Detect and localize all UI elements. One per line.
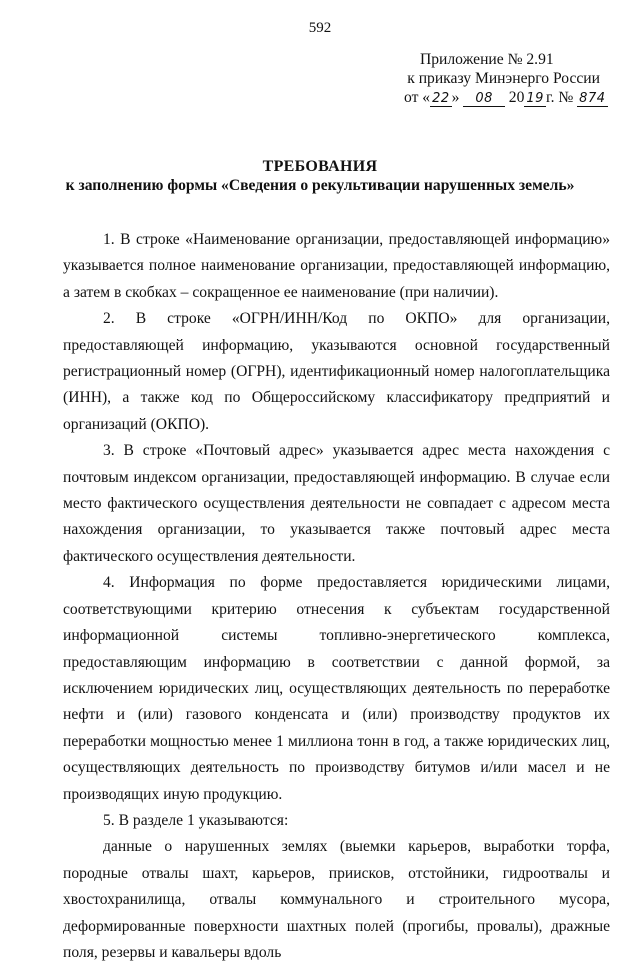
paragraph-4: 4. Информация по форме предоставляется юридическими лицами, соответствующими критерию отнесения к субъектам государственной информационной системы топливно-энергетического комплекса, предоставляющим информацию в соответствии с данной формой, за исключением юридических лиц, осуществляющих деятельность по переработке нефти и (или) газового конденсата и (или) производству продуктов их переработки мощностью менее 1 миллиона тонн в год, а также юридических лиц, осуществляющих деятельность по производству битумов и/или масел и не производящих иную продукцию. xyxy=(63,574,610,803)
handwritten-order-number: 874 xyxy=(579,91,606,106)
date-separator: » xyxy=(451,89,464,106)
document-title: ТРЕБОВАНИЯ xyxy=(262,158,378,175)
document-subtitle: к заполнению формы «Сведения о рекультивации нарушенных земель» xyxy=(65,177,575,194)
handwritten-day: 22 xyxy=(432,91,450,106)
paragraph-2: 2. В строке «ОГРН/ИНН/Код по ОКПО» для организации, предоставляющей информацию, указываются основной государственный регистрационный номер (ОГРН), идентификационный номер налогоплательщика (ИНН), а также код по Общероссийскому классификатору предприятий и организаций (ОКПО). xyxy=(63,310,610,433)
paragraph-1: 1. В строке «Наименование организации, предоставляющей информацию» указывается полное наименование организации, предоставляющей информацию, а затем в скобках – сокращенное ее наименование (при наличии). xyxy=(63,231,610,301)
date-prefix: от « xyxy=(404,89,431,106)
date-year-prefix: 20 xyxy=(504,89,525,106)
handwritten-year: 19 xyxy=(526,91,544,106)
date-suffix: г. № xyxy=(545,89,578,106)
paragraph-6: данные о нарушенных землях (выемки карьеров, выработки торфа, породные отвалы шахт, карьеров, приисков, отстойники, гидроотвалы и хвостохранилища, отвалы коммунального и строительного мусора, деформированные поверхности шахтных полей (прогибы, провалы), дражные поля, резервы и кавальеры вдоль xyxy=(63,838,610,961)
appendix-title: Приложение № 2.91 xyxy=(420,51,554,68)
appendix-block xyxy=(404,50,606,107)
paragraph-3: 3. В строке «Почтовый адрес» указывается адрес места нахождения с почтовым индексом организации, предоставляющей информацию. В случае если место фактического осуществления деятельности не совпадает с адресом места нахождения организации, то указывается также почтовый адрес места фактического осуществления деятельности. xyxy=(63,442,610,565)
appendix-order-ref: к приказу Минэнерго России xyxy=(407,70,600,87)
document-body xyxy=(63,227,610,966)
paragraph-5: 5. В разделе 1 указываются: xyxy=(103,811,289,829)
handwritten-month: 08 xyxy=(463,92,505,107)
page-number: 592 xyxy=(308,20,332,36)
appendix-date-line xyxy=(404,88,606,107)
